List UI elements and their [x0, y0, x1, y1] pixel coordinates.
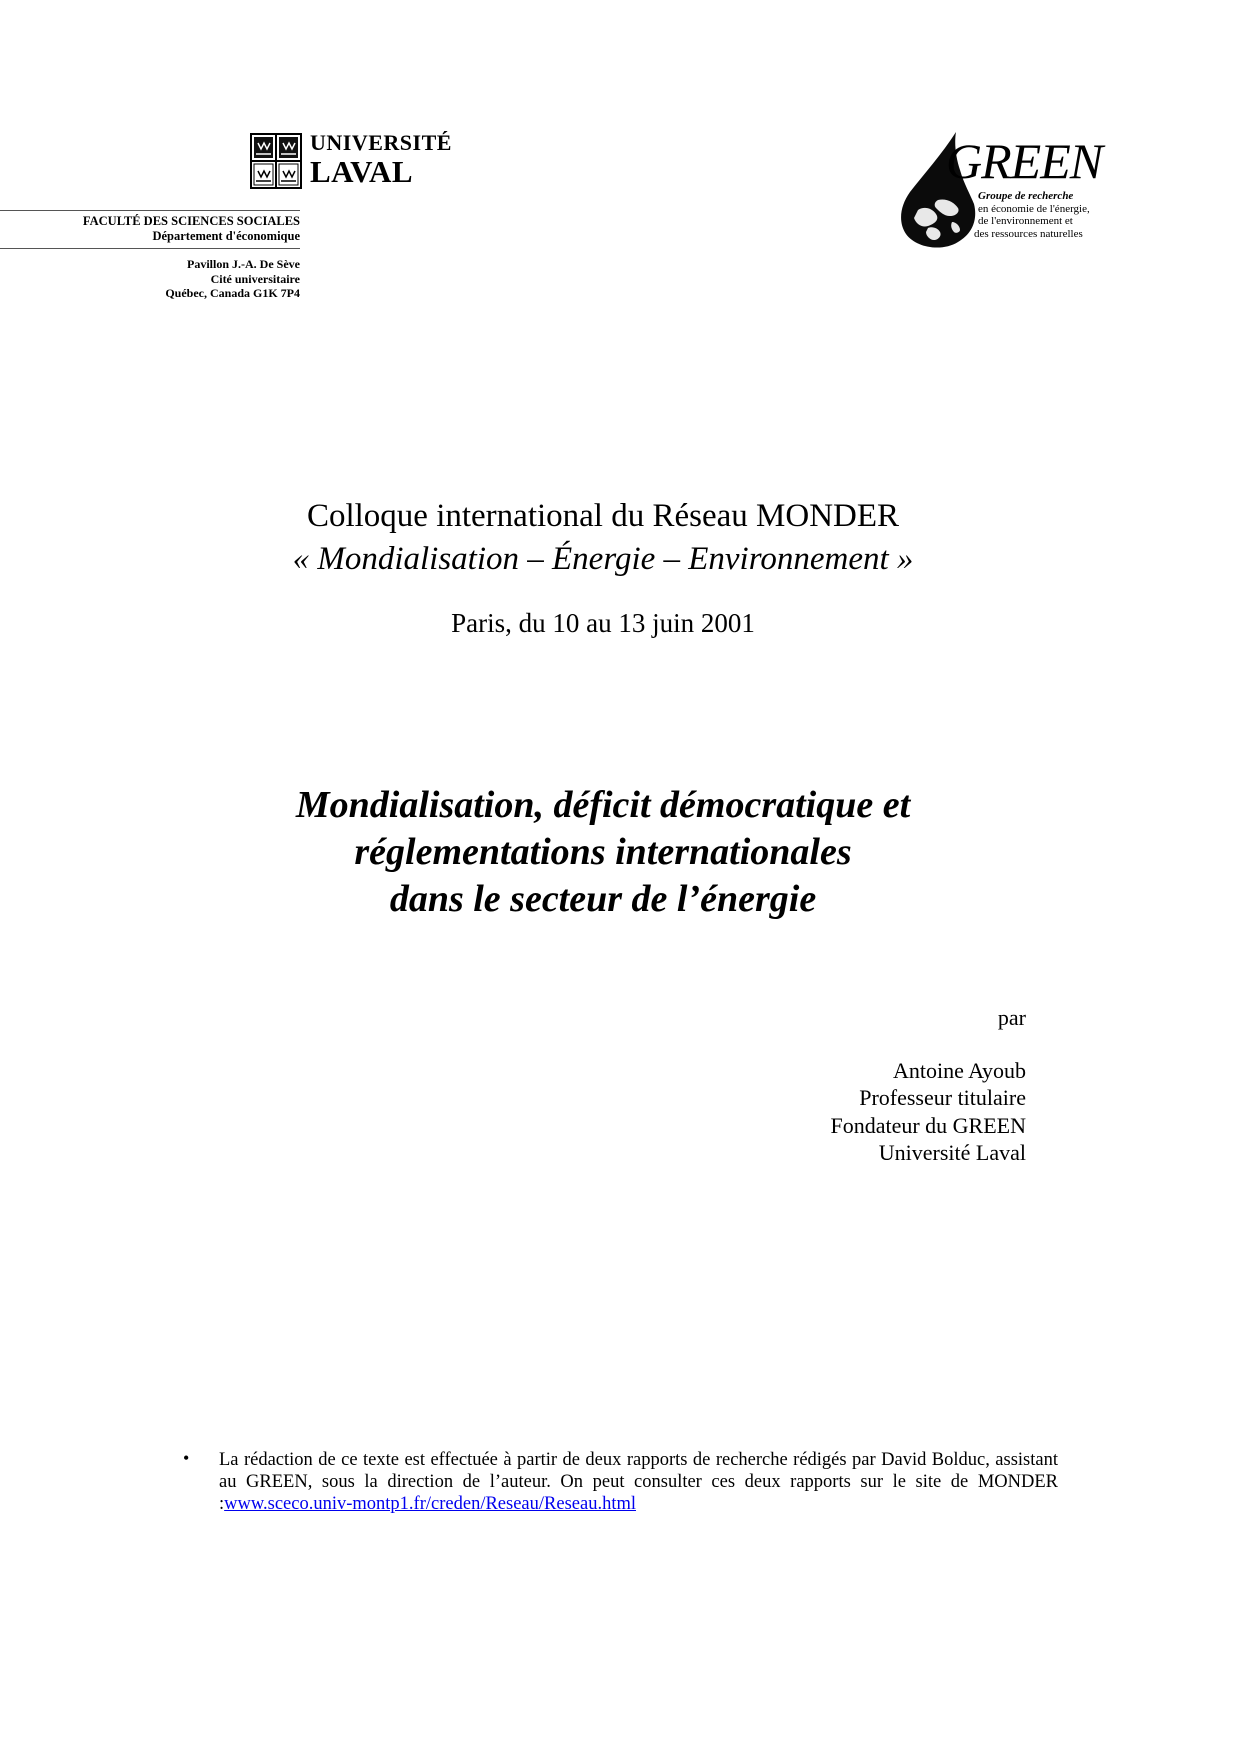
- header-rule-bottom: [0, 248, 300, 249]
- author-role: Fondateur du GREEN: [830, 1112, 1026, 1138]
- department-name: Département d'économique: [152, 229, 300, 243]
- green-logo-name: GREEN: [946, 133, 1103, 189]
- author-name: Antoine Ayoub: [892, 1057, 1026, 1083]
- author-affiliation: Université Laval: [878, 1140, 1026, 1165]
- green-logo-subtitle: [974, 190, 1090, 240]
- faculty-block: [83, 214, 300, 244]
- conference-date: Paris, du 10 au 13 juin 2001: [451, 608, 755, 638]
- green-subtitle-line: de l'environnement et: [978, 215, 1073, 227]
- footnote-bullet: •: [183, 1448, 190, 1468]
- conference-theme: « Mondialisation – Énergie – Environnement »: [292, 541, 914, 577]
- monder-site-link[interactable]: www.sceco.univ-montp1.fr/creden/Reseau/Reseau.html: [224, 1494, 636, 1514]
- laval-crest-icon: [250, 133, 302, 189]
- paper-title-line: Mondialisation, déficit démocratique et: [295, 784, 911, 826]
- green-subtitle-line: Groupe de recherche: [978, 190, 1074, 202]
- university-name-line1: UNIVERSITÉ: [310, 130, 452, 155]
- address-line: Québec, Canada G1K 7P4: [165, 286, 300, 300]
- author-title: Professeur titulaire: [859, 1085, 1026, 1110]
- address-line: Cité universitaire: [210, 271, 300, 286]
- paper-title-line: dans le secteur de l’énergie: [389, 878, 817, 920]
- paper-title: [0, 782, 1206, 923]
- university-name-line2: LAVAL: [310, 154, 414, 189]
- header-rule-top: [0, 210, 300, 211]
- laval-crest-logo: [250, 133, 302, 189]
- green-subtitle-line: des ressources naturelles: [974, 227, 1083, 240]
- footnote: [219, 1449, 1058, 1515]
- address-line: Pavillon J.-A. De Sève: [187, 257, 300, 271]
- university-name: [310, 132, 452, 187]
- author-block: [830, 1004, 1026, 1167]
- address-block: [165, 257, 300, 301]
- faculty-name: FACULTÉ DES SCIENCES SOCIALES: [82, 214, 300, 228]
- conference-title: Colloque international du Réseau MONDER: [306, 498, 900, 534]
- author-by: par: [997, 1005, 1026, 1030]
- paper-title-line: réglementations internationales: [354, 831, 852, 873]
- footnote-text: La rédaction de ce texte est effectuée à partir de deux rapports de recherche rédigés par David Bolduc, assistant au GREEN, sous la direction de l’auteur. On peut consulter ces deux rapports sur le site de MONDER :: [219, 1450, 1058, 1514]
- green-subtitle-line: en économie de l'énergie,: [978, 202, 1090, 215]
